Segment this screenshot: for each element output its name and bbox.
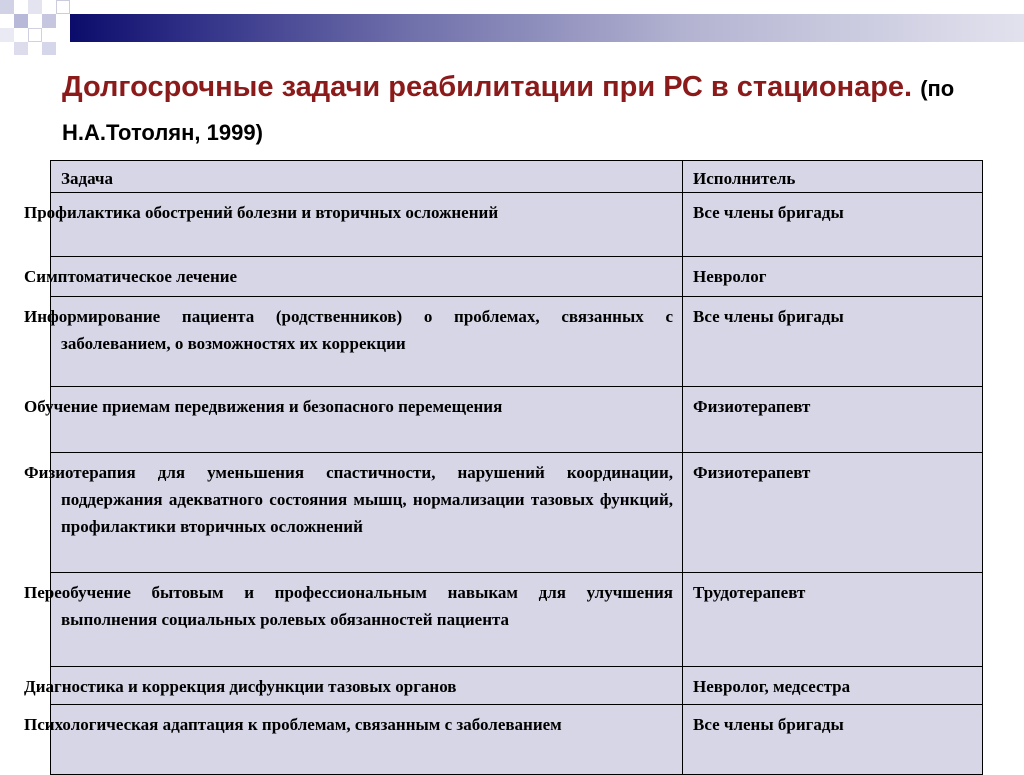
decor-square	[42, 42, 56, 55]
table-header-executor: Исполнитель	[683, 161, 983, 193]
task-cell: Психологическая адаптация к проблемам, связанным с заболеванием	[51, 705, 683, 775]
executor-cell: Все члены бригады	[683, 193, 983, 257]
header-gradient-bar	[70, 14, 1024, 42]
decor-square	[28, 0, 42, 14]
table-row	[51, 297, 983, 387]
table-row	[51, 453, 983, 573]
decor-square	[42, 14, 56, 28]
task-cell: Информирование пациента (родственников) о проблемах, связанных с заболеванием, о возможностях их коррекции	[51, 297, 683, 387]
executor-cell: Трудотерапевт	[683, 573, 983, 667]
task-cell: Переобучение бытовым и профессиональным навыкам для улучшения выполнения социальных ролевых обязанностей пациента	[51, 573, 683, 667]
decor-square	[0, 28, 14, 42]
tasks-table	[24, 160, 983, 775]
executor-cell: Физиотерапевт	[683, 453, 983, 573]
slide-title-source: (по Н.А.Тотолян, 1999)	[62, 76, 955, 145]
slide-title-main: Долгосрочные задачи реабилитации при РС в стационаре.	[62, 71, 913, 103]
decor-square	[56, 0, 70, 14]
table-row	[51, 387, 983, 453]
executor-cell: Невролог, медсестра	[683, 667, 983, 705]
task-cell: Обучение приемам передвижения и безопасного перемещения	[51, 387, 683, 453]
executor-cell: Невролог	[683, 257, 983, 297]
header-decoration	[0, 0, 1024, 55]
table-header-row	[51, 161, 983, 193]
table-row	[51, 705, 983, 775]
executor-cell: Физиотерапевт	[683, 387, 983, 453]
executor-cell: Все члены бригады	[683, 297, 983, 387]
task-cell: Симптоматическое лечение	[51, 257, 683, 297]
slide-title	[62, 66, 962, 154]
table-header-task: Задача	[51, 161, 683, 193]
decor-square	[28, 28, 42, 42]
executor-cell: Все члены бригады	[683, 705, 983, 775]
task-cell: Диагностика и коррекция дисфункции тазовых органов	[51, 667, 683, 705]
task-cell: Физиотерапия для уменьшения спастичности, нарушений координации, поддержания адекватного состояния мышц, нормализации тазовых функций, профилактики вторичных осложнений	[51, 453, 683, 573]
table-row	[51, 193, 983, 257]
decor-square	[14, 42, 28, 55]
table-row	[51, 573, 983, 667]
table-row	[51, 667, 983, 705]
decor-square	[0, 0, 14, 14]
table-row	[51, 257, 983, 297]
task-cell: Профилактика обострений болезни и вторичных осложнений	[51, 193, 683, 257]
decor-square	[14, 14, 28, 28]
